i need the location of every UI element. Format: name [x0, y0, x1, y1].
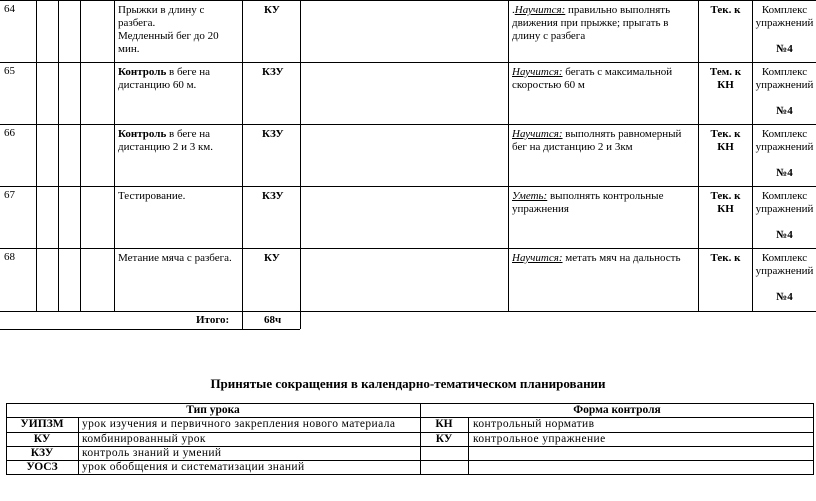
homework: Комплекс упражнений: [755, 4, 814, 29]
legend-abbr2: КН: [435, 418, 453, 430]
lesson-type: КЗУ: [262, 66, 284, 78]
lesson-type: КУ: [264, 4, 280, 16]
legend-desc: комбинированный урок: [82, 433, 206, 445]
legend-desc: урок изучения и первичного закрепления нового материала: [82, 418, 396, 430]
legend-desc: урок обобщения и систематизации знаний: [82, 461, 305, 473]
control-form: Тек. к КН: [710, 128, 741, 153]
homework: Комплекс упражнений: [755, 128, 814, 153]
row-number: 65: [4, 65, 15, 77]
homework: Комплекс упражнений: [755, 66, 814, 91]
row-number: 66: [4, 127, 15, 139]
legend-abbr: КЗУ: [30, 447, 54, 459]
homework-number: №4: [776, 229, 793, 241]
lesson-goal: .Научится: правильно выполнять движения при прыжке; прыгать в длину с разбега: [512, 4, 671, 42]
total-label: Итого:: [196, 314, 230, 326]
homework: Комплекс упражнений: [755, 252, 814, 277]
legend-abbr2: КУ: [435, 433, 453, 445]
lesson-type: КЗУ: [262, 190, 284, 202]
control-form: Тек. к: [710, 4, 741, 16]
homework-number: №4: [776, 291, 793, 303]
legend-desc2: контрольный норматив: [473, 418, 595, 430]
lesson-type: КЗУ: [262, 128, 284, 140]
homework-number: №4: [776, 43, 793, 55]
lesson-topic: Контроль в беге на дистанцию 2 и 3 км.: [118, 128, 214, 153]
legend-title: Принятые сокращения в календарно-тематическом планировании: [210, 376, 606, 391]
legend-header-control-form: Форма контроля: [573, 404, 661, 416]
lesson-topic: Метание мяча с разбега.: [118, 252, 232, 264]
lesson-goal: Научится: бегать с максимальной скоростью 60 м: [512, 66, 673, 91]
homework-number: №4: [776, 167, 793, 179]
row-number: 67: [4, 189, 15, 201]
homework-number: №4: [776, 105, 793, 117]
lesson-type: КУ: [264, 252, 280, 264]
legend-desc2: контрольное упражнение: [473, 433, 606, 445]
homework: Комплекс упражнений: [755, 190, 814, 215]
control-form: Тек. к КН: [710, 190, 741, 215]
legend-abbr: УИПЗМ: [20, 418, 64, 430]
legend-abbr: УОСЗ: [26, 461, 58, 473]
legend-header-lesson-type: Тип урока: [186, 404, 240, 416]
lesson-goal: Научится: метать мяч на дальность: [512, 252, 681, 264]
control-form: Тек. к: [710, 252, 741, 264]
lesson-goal: Научится: выполнять равномерный бег на дистанцию 2 и 3км: [512, 128, 682, 153]
total-value: 68ч: [264, 314, 282, 326]
legend-desc: контроль знаний и умений: [82, 447, 222, 459]
control-form: Тем. к КН: [709, 66, 742, 91]
lesson-goal: Уметь: выполнять контрольные упражнения: [512, 190, 664, 215]
row-number: 64: [4, 3, 15, 15]
legend-abbr: КУ: [33, 433, 51, 445]
lesson-topic: Прыжки в длину с разбега. Медленный бег до 20 мин.: [118, 4, 219, 55]
row-number: 68: [4, 251, 15, 263]
lesson-topic: Контроль в беге на дистанцию 60 м.: [118, 66, 211, 91]
lesson-topic: Тестирование.: [118, 190, 186, 202]
